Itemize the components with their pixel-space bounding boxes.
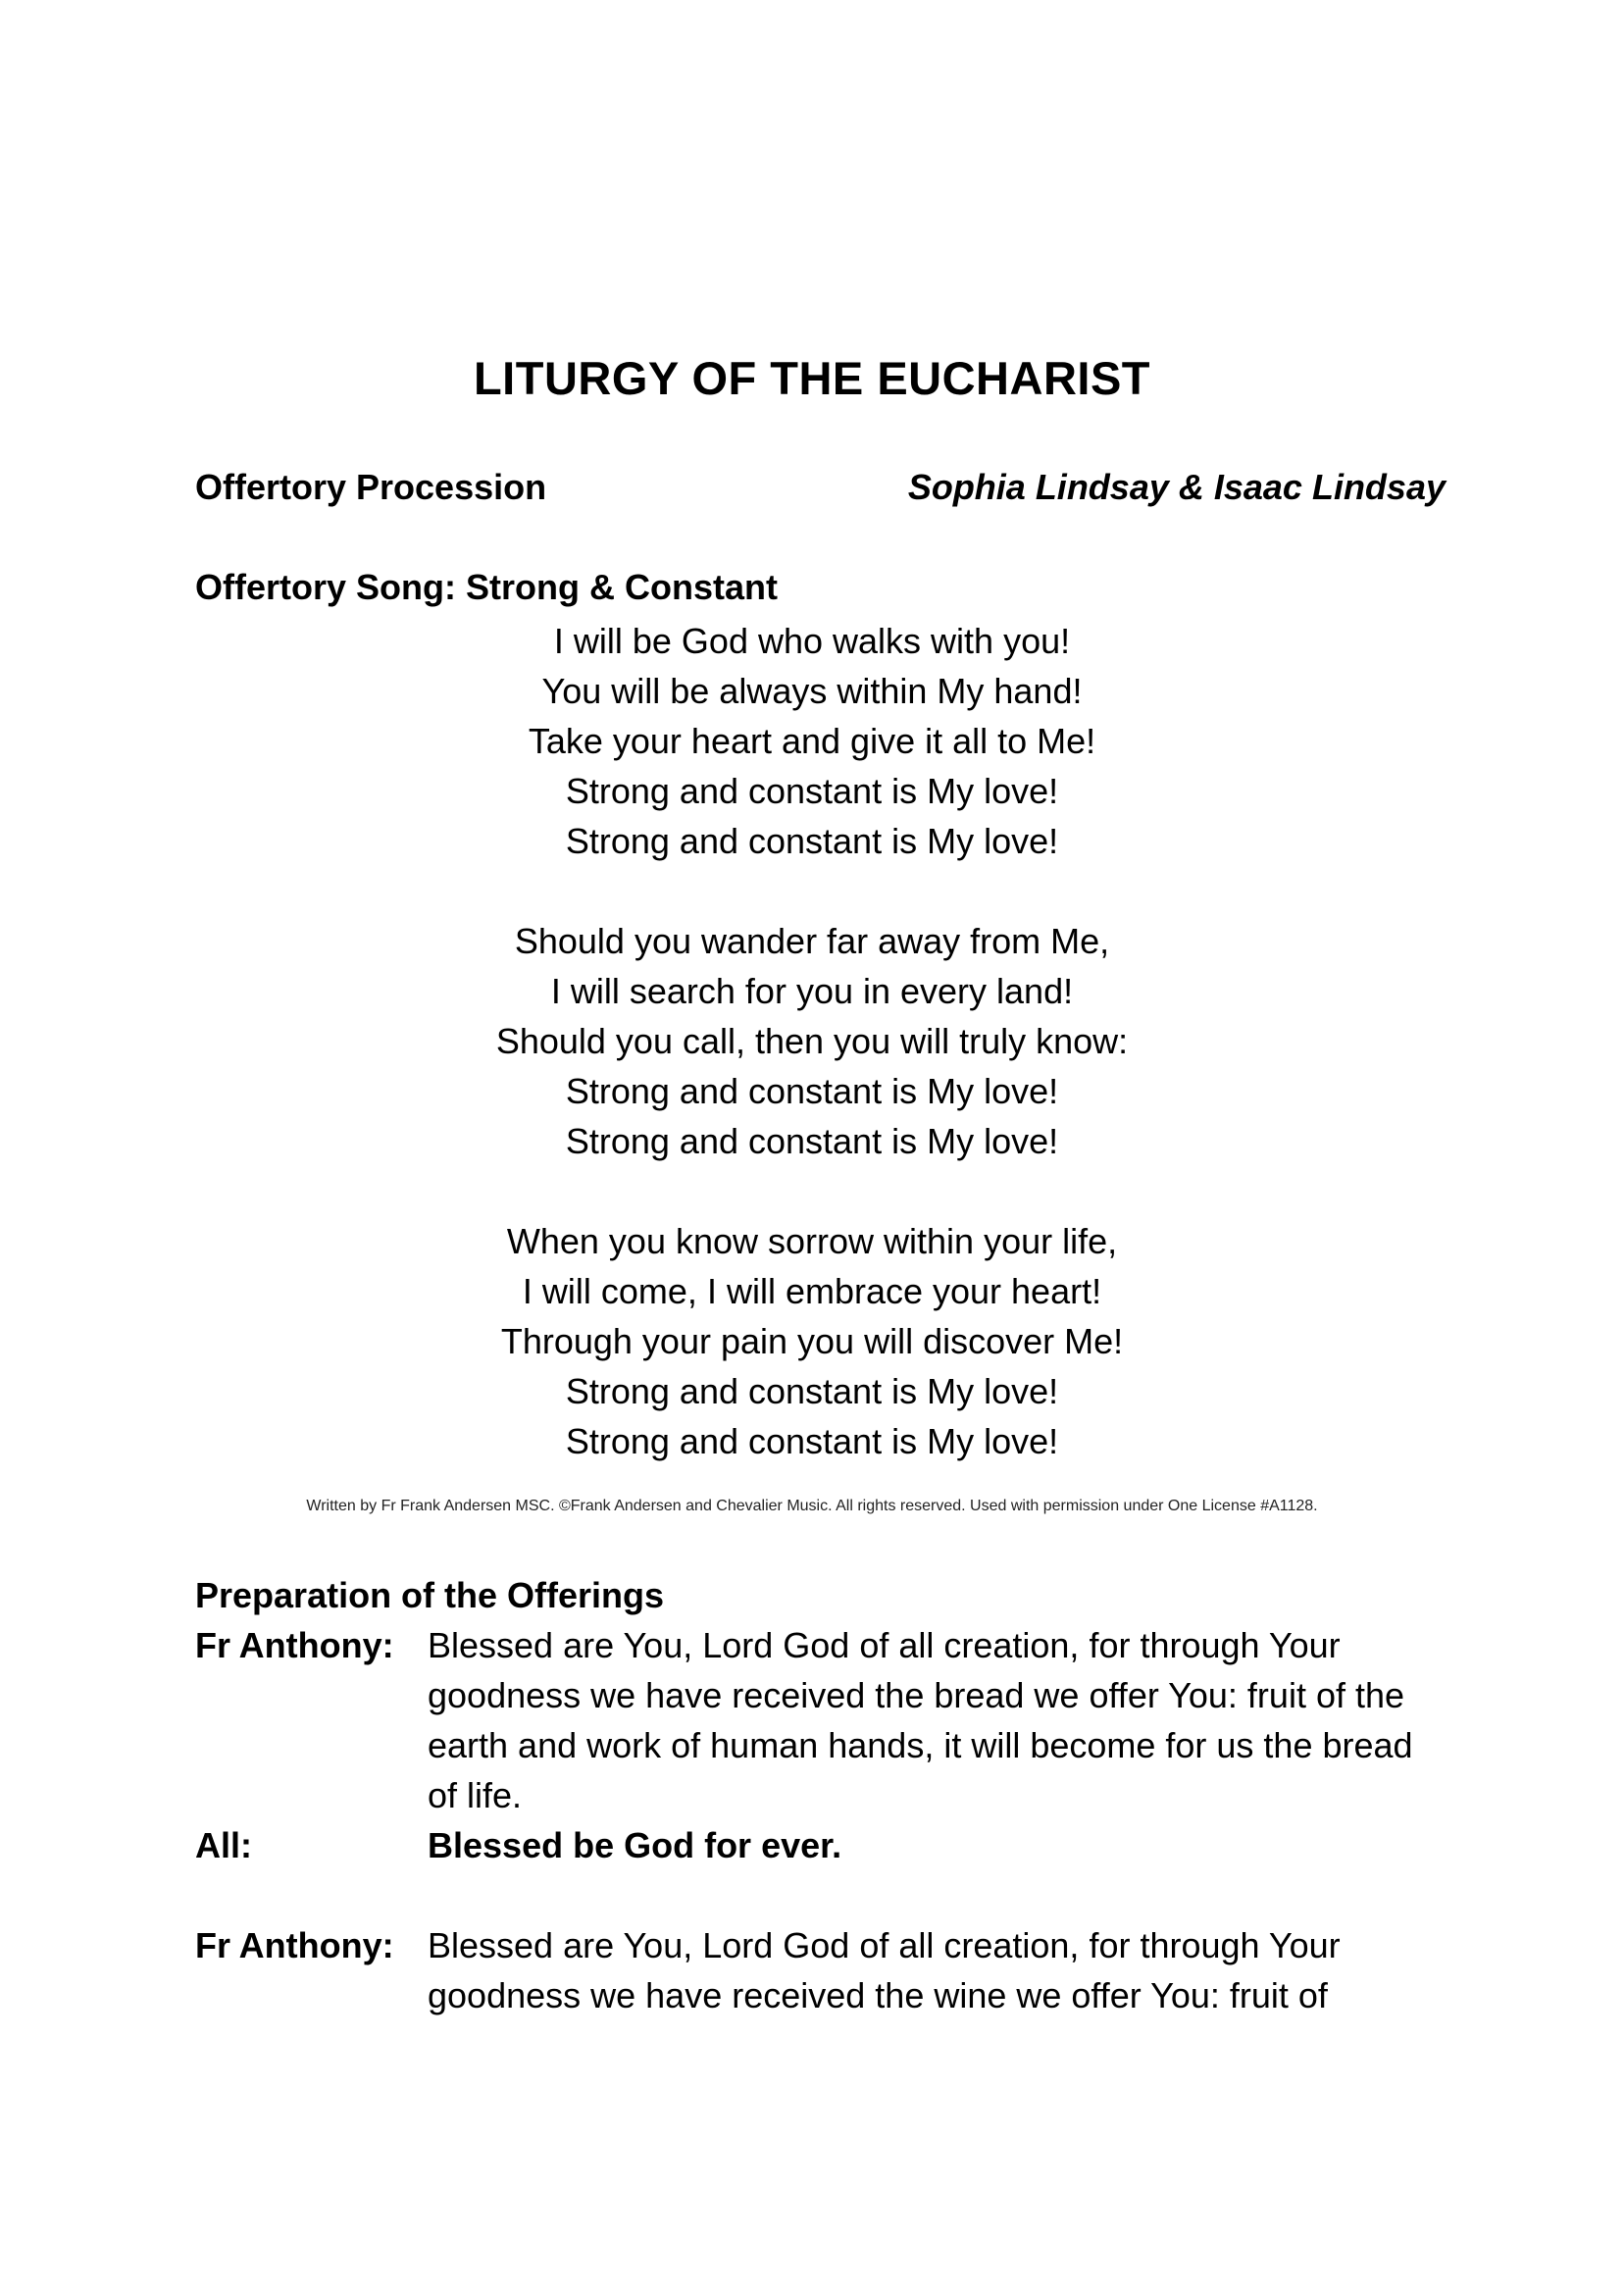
lyric-line: Strong and constant is My love! (565, 1421, 1059, 1461)
offertory-song-heading: Offertory Song: Strong & Constant (195, 567, 778, 607)
lyric-line: Strong and constant is My love! (565, 1121, 1059, 1161)
lyric-line: I will search for you in every land! (550, 971, 1074, 1011)
lyric-line: Should you call, then you will truly know: (495, 1021, 1129, 1061)
speaker-label: Fr Anthony: (195, 1625, 394, 1665)
dialogue-block-1 (195, 1620, 1450, 1820)
dialogue-block-2 (195, 1820, 1450, 1870)
lyric-line: Take your heart and give it all to Me! (528, 721, 1096, 761)
lyric-line: When you know sorrow within your life, (506, 1221, 1118, 1261)
lyric-line: Through your pain you will discover Me! (500, 1321, 1124, 1361)
verse-3 (0, 1216, 1624, 1466)
lyric-line: Strong and constant is My love! (565, 1371, 1059, 1411)
verse-1 (0, 616, 1624, 866)
response-text: Blessed be God for ever. (428, 1825, 842, 1865)
lyric-line: You will be always within My hand! (541, 671, 1083, 711)
lyric-line: Should you wander far away from Me, (514, 921, 1110, 961)
verse-2 (0, 916, 1624, 1166)
dialogue-row (195, 1920, 1450, 2020)
dialogue-row (195, 1620, 1450, 1820)
preparation-heading: Preparation of the Offerings (195, 1575, 665, 1615)
offertory-procession-names: Sophia Lindsay & Isaac Lindsay (907, 467, 1446, 507)
lyric-line: Strong and constant is My love! (565, 1071, 1059, 1111)
lyric-line: I will come, I will embrace your heart! (522, 1271, 1102, 1311)
song-copyright: Written by Fr Frank Andersen MSC. ©Frank Andersen and Chevalier Music. All rights reserved. Used with permission under One License #A1128. (306, 1498, 1318, 1514)
speaker-label: Fr Anthony: (195, 1925, 394, 1965)
lyric-line: Strong and constant is My love! (565, 771, 1059, 811)
page-title: LITURGY OF THE EUCHARIST (473, 352, 1151, 404)
offertory-procession-row (195, 467, 1446, 508)
song-lyrics (0, 616, 1624, 1516)
speaker-label: All: (195, 1825, 252, 1865)
dialogue-row (195, 1820, 1450, 1870)
dialogue-block-3 (195, 1920, 1450, 2020)
lyric-line: I will be God who walks with you! (553, 621, 1071, 661)
speech-text: Blessed are You, Lord God of all creation, for through Your goodness we have received the bread we offer You: fruit of the earth and work of human hands, it will become for us the bread of life. (428, 1625, 1413, 1815)
offertory-procession-label: Offertory Procession (195, 467, 547, 507)
lyric-line: Strong and constant is My love! (565, 821, 1059, 861)
speech-text: Blessed are You, Lord God of all creation, for through Your goodness we have received the wine we offer You: fruit of (428, 1925, 1341, 2015)
